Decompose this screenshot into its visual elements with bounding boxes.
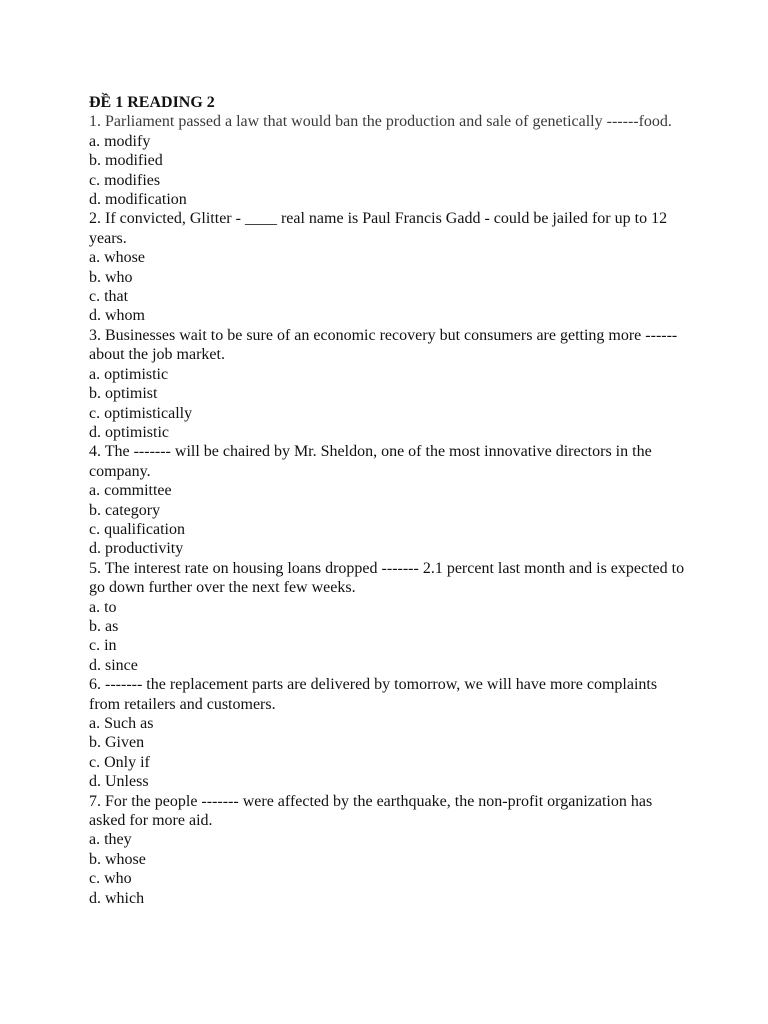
question-3 xyxy=(89,326,689,442)
option-c: c. Only if xyxy=(89,753,150,771)
question-text: 3. Businesses wait to be sure of an economic recovery but consumers are getting more ------about the job market. xyxy=(89,326,678,364)
option-c: c. in xyxy=(89,637,117,655)
question-6 xyxy=(89,675,689,791)
option-d: d. Unless xyxy=(89,773,149,791)
option-d: d. which xyxy=(89,889,145,907)
option-a: a. optimistic xyxy=(89,365,169,383)
question-text: 2. If convicted, Glitter - ____ real name is Paul Francis Gadd - could be jailed for up to 12 years. xyxy=(89,210,668,247)
option-b: b. whose xyxy=(89,850,146,868)
option-b: b. Given xyxy=(89,734,145,752)
option-c: c. that xyxy=(89,288,129,306)
question-text: 7. For the people ------- were affected by the earthquake, the non-profit organization has asked for more aid. xyxy=(89,792,653,830)
option-c: c. qualification xyxy=(89,520,185,538)
option-c: c. optimistically xyxy=(89,404,193,422)
option-d: d. productivity xyxy=(89,540,184,558)
option-b: b. optimist xyxy=(89,385,158,403)
option-a: a. committee xyxy=(89,482,172,500)
option-d: d. since xyxy=(89,656,138,674)
option-b: b. as xyxy=(89,617,119,635)
option-a: a. modify xyxy=(89,132,151,150)
document-page xyxy=(89,93,689,908)
question-2 xyxy=(89,209,689,325)
question-7 xyxy=(89,792,689,908)
question-1 xyxy=(89,112,689,209)
option-d: d. whom xyxy=(89,307,145,325)
option-d: d. optimistic xyxy=(89,423,169,441)
document-title: ĐỀ 1 READING 2 xyxy=(89,94,215,111)
question-5 xyxy=(89,559,689,675)
option-b: b. who xyxy=(89,268,133,286)
option-a: a. to xyxy=(89,598,117,616)
option-c: c. who xyxy=(89,870,132,888)
question-text: 1. Parliament passed a law that would ban the production and sale of genetically ------food. xyxy=(89,113,672,131)
option-d: d. modification xyxy=(89,191,187,209)
question-text: 4. The ------- will be chaired by Mr. Sheldon, one of the most innovative directors in the company. xyxy=(89,443,652,480)
question-text: 6. ------- the replacement parts are delivered by tomorrow, we will have more complaints from retailers and customers. xyxy=(89,676,658,713)
option-b: b. category xyxy=(89,501,161,519)
question-4 xyxy=(89,442,689,558)
option-b: b. modified xyxy=(89,152,163,170)
option-a: a. they xyxy=(89,831,132,849)
option-c: c. modifies xyxy=(89,171,161,189)
question-text: 5. The interest rate on housing loans dropped ------- 2.1 percent last month and is expected to go down further over the next few weeks. xyxy=(89,559,685,597)
option-a: a. Such as xyxy=(89,715,154,732)
option-a: a. whose xyxy=(89,249,145,267)
